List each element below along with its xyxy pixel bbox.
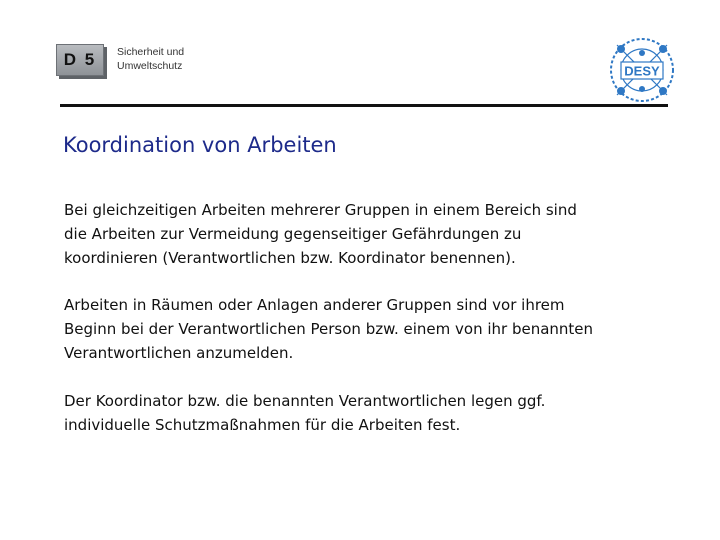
logo-text: DESY <box>624 63 660 79</box>
paragraph-3-line-2: individuelle Schutzmaßnahmen für die Arbeiten fest. <box>64 416 461 434</box>
page-title: Koordination von Arbeiten <box>63 133 337 157</box>
section-badge-label: D 5 <box>63 50 97 69</box>
header-divider <box>60 104 668 107</box>
paragraph-1-line-1: Bei gleichzeitigen Arbeiten mehrerer Gruppen in einem Bereich sind <box>64 201 577 219</box>
paragraph-3-line-1: Der Koordinator bzw. die benannten Verantwortlichen legen ggf. <box>64 392 546 410</box>
paragraph-1 <box>64 198 664 270</box>
department-name <box>117 45 184 73</box>
paragraph-2-line-2: Beginn bei der Verantwortlichen Person bzw. einem von ihr benannten <box>64 320 594 338</box>
paragraph-2-line-3: Verantwortlichen anzumelden. <box>64 344 294 362</box>
section-badge <box>56 44 104 76</box>
department-line-1: Sicherheit und <box>117 46 185 58</box>
paragraph-2 <box>64 293 664 365</box>
paragraph-1-line-2: die Arbeiten zur Vermeidung gegenseitiger Gefährdungen zu <box>64 225 522 243</box>
paragraph-1-line-3: koordinieren (Verantwortlichen bzw. Koordinator benennen). <box>64 249 516 267</box>
paragraph-2-line-1: Arbeiten in Räumen oder Anlagen anderer Gruppen sind vor ihrem <box>64 296 565 314</box>
paragraph-3 <box>64 389 664 437</box>
department-line-2: Umweltschutz <box>117 60 183 72</box>
desy-logo-icon <box>607 35 677 105</box>
